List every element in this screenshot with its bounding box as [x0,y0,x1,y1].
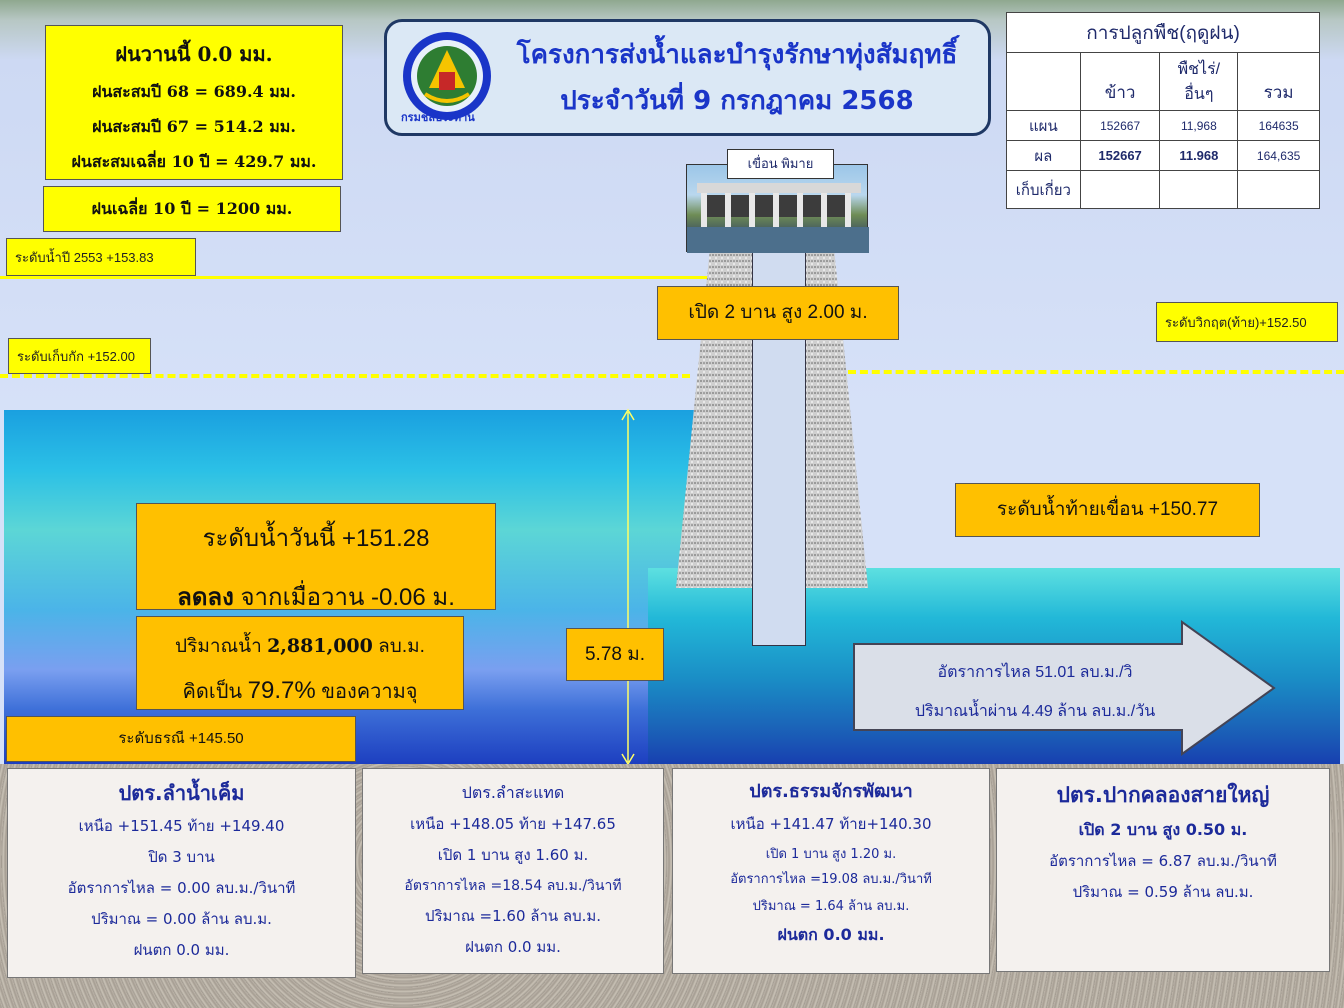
station-line: อัตราการไหล =18.54 ลบ.ม./วินาที [404,878,622,894]
volume-prefix: ปริมาณน้ำ [175,636,268,657]
rain-acc-avg10: ฝนสะสมเฉลี่ย 10 ปี = 429.7 มม. [71,152,317,171]
page-title: โครงการส่งน้ำและบำรุงรักษาทุ่งสัมฤทธิ์ [516,40,958,70]
volume-box [136,616,464,710]
level-2553-label [6,238,196,276]
today-level-box [136,503,496,610]
table-row [1007,171,1320,209]
station-line: เหนือ +151.45 ท้าย +149.40 [78,817,285,835]
station-name: ปตร.ธรรมจักรพัฒนา [749,781,913,802]
station-name: ปตร.ลำสะแทด [461,783,565,802]
today-change-word: ลดลง [177,584,234,611]
station-line: ปริมาณ = 0.00 ล้าน ลบ.ม. [91,910,272,928]
station-panel-thammachak [672,768,990,974]
crop-table [1006,12,1320,209]
station-line: เปิด 2 บาน สูง 0.50 ม. [1078,820,1248,839]
station-line: เหนือ +148.05 ท้าย +147.65 [410,815,616,833]
crop-cell: 164635 [1238,111,1320,141]
today-change-line [137,577,495,616]
crop-table-title: การปลูกพืช(ฤดูฝน) [1007,13,1320,53]
station-panel-lamnamkhem [7,768,356,978]
rain-summary-box [45,25,343,180]
station-name: ปตร.ปากคลองสายใหญ่ [1056,783,1270,807]
percent-line [137,675,463,707]
station-line: เหนือ +141.47 ท้าย+140.30 [730,815,932,833]
crop-header-total: รวม [1238,53,1320,111]
flow-volume: ปริมาณน้ำผ่าน 4.49 ล้าน ลบ.ม./วัน [914,703,1156,720]
crop-header-blank [1007,53,1081,111]
station-line: ฝนตก 0.0 มม. [465,938,561,956]
flow-text [870,660,1200,724]
flow-rate: อัตราการไหล 51.01 ลบ.ม./วิ [937,664,1133,681]
rain-today: ฝนวานนี้ 0.0 มม. [115,42,273,66]
crop-cell: 11.968 [1160,141,1238,171]
today-change-text: จากเมื่อวาน -0.06 ม. [233,584,455,611]
level-line-2553 [0,276,710,279]
volume-line [137,631,463,661]
percent-value: 79.7% [247,677,316,704]
page-date: ประจำวันที่ 9 กรกฎาคม 2568 [560,86,914,116]
station-name: ปตร.ลำน้ำเค็ม [118,781,245,805]
crop-cell: 152667 [1080,111,1160,141]
percent-suffix: ของความจุ [315,681,418,703]
level-storage-label [8,338,151,374]
level-line-storage [0,374,690,378]
station-line: อัตราการไหล =19.08 ลบ.ม./วินาที [730,872,932,887]
station-line: ปริมาณ = 1.64 ล้าน ลบ.ม. [752,899,910,914]
percent-prefix: คิดเป็น [182,681,248,703]
level-storage-text: ระดับเก็บกัก +152.00 [17,348,135,364]
crop-header-rice: ข้าว [1080,53,1160,111]
depth-box [566,628,664,681]
level-2553-text: ระดับน้ำปี 2553 +153.83 [15,249,154,265]
rain-avg10: ฝนเฉลี่ย 10 ปี = 1200 มม. [91,199,293,218]
station-line: ปริมาณ =1.60 ล้าน ลบ.ม. [424,907,602,925]
crop-cell: 152667 [1080,141,1160,171]
volume-value: 2,881,000 [267,635,373,657]
bed-level-box [6,716,356,762]
station-line: ปิด 3 บาน [148,848,215,866]
bed-level-text: ระดับธรณี +145.50 [118,730,244,747]
station-line: เปิด 1 บาน สูง 1.60 ม. [437,846,589,864]
crop-cell [1080,171,1160,209]
crop-row-label: แผน [1007,111,1081,141]
table-row [1007,111,1320,141]
crop-header-other: พืชไร่/ อื่นๆ [1160,53,1238,111]
station-line: อัตราการไหล = 0.00 ลบ.ม./วินาที [67,879,296,897]
volume-unit: ลบ.ม. [372,636,425,657]
station-line: ฝนตก 0.0 มม. [133,941,230,959]
dam-name-label: เขื่อน พิมาย [727,149,834,179]
station-line: เปิด 1 บาน สูง 1.20 ม. [765,847,897,862]
crop-row-label: ผล [1007,141,1081,171]
level-critical-text: ระดับวิกฤต(ท้าย)+152.50 [1165,314,1307,330]
rain-acc-68: ฝนสะสมปี 68 = 689.4 มม. [92,82,296,101]
crop-cell [1160,171,1238,209]
downstream-level-box [955,483,1260,537]
title-panel [384,19,991,136]
depth-text: 5.78 ม. [584,644,646,665]
station-line: ฝนตก 0.0 มม. [777,925,885,944]
today-level-text: ระดับน้ำวันนี้ +151.28 [202,525,430,552]
station-line: อัตราการไหล = 6.87 ลบ.ม./วินาที [1049,852,1277,870]
crop-cell: 11,968 [1160,111,1238,141]
station-panel-pakkhlong [996,768,1330,972]
station-panel-lamsathaet [362,768,664,974]
crop-cell [1238,171,1320,209]
rain-acc-67: ฝนสะสมปี 67 = 514.2 มม. [92,117,296,136]
dam-gate-box [657,286,899,340]
crop-row-label: เก็บเกี่ยว [1007,171,1081,209]
station-line: ปริมาณ = 0.59 ล้าน ลบ.ม. [1072,883,1254,901]
table-row [1007,141,1320,171]
logo-caption: กรมชลประทาน [401,111,475,124]
downstream-level-text: ระดับน้ำท้ายเขื่อน +150.77 [996,499,1219,520]
depth-arrow-icon [620,408,636,766]
dam-gate-text: เปิด 2 บาน สูง 2.00 ม. [688,302,868,323]
level-line-critical [848,370,1344,374]
level-critical-label [1156,302,1338,342]
rain-avg10-box [43,186,341,232]
crop-cell: 164,635 [1238,141,1320,171]
